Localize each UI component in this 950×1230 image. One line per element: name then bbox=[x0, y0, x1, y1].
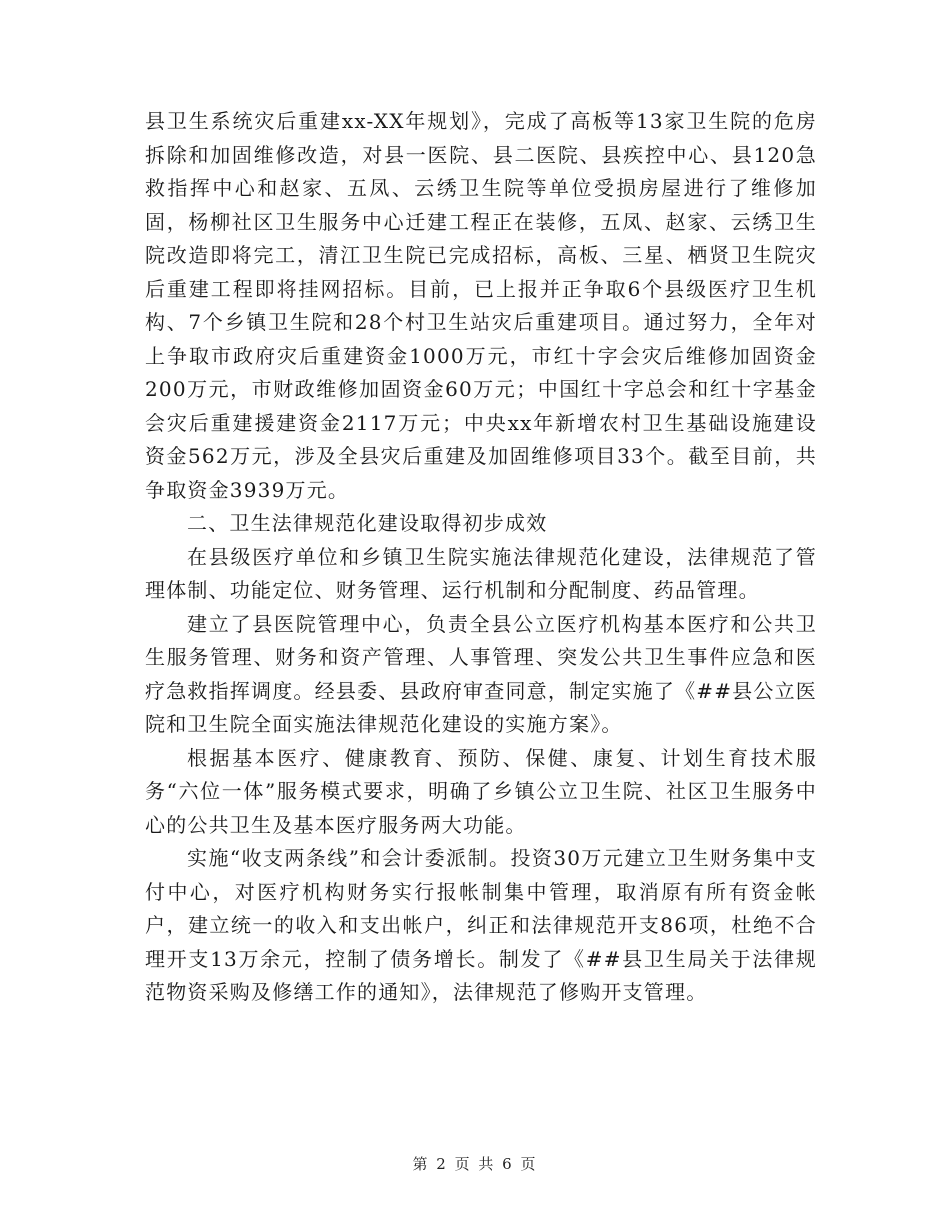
paragraph: 根据基本医疗、健康教育、预防、保健、康复、计划生育技术服务“六位一体”服务模式要求，明确了乡镇公立卫生院、社区卫生服务中心的公共卫生及基本医疗服务两大功能。 bbox=[145, 745, 817, 837]
paragraph-continuation: 县卫生系统灾后重建xx-XX年规划》，完成了高板等13家卫生院的危房拆除和加固维修改造，对县一医院、县二医院、县疾控中心、县120急救指挥中心和赵家、五凤、云绣卫生院等单位受损房屋进行了维修加固，杨柳社区卫生服务中心迁建工程正在装修，五凤、赵家、云绣卫生院改造即将完工，清江卫生院已完成招标，高板、三星、栖贤卫生院灾后重建工程即将挂网招标。目前，已上报并正争取6个县级医疗卫生机构、7个乡镇卫生院和28个村卫生站灾后重建项目。通过努力，全年对上争取市政府灾后重建资金1000万元，市红十字会灾后维修加固资金200万元，市财政维修加固资金60万元；中国红十字总会和红十字基金会灾后重建援建资金2117万元；中央xx年新增农村卫生基础设施建设资金562万元，涉及全县灾后重建及加固维修项目33个。截至目前，共争取资金3939万元。 bbox=[145, 109, 817, 502]
paragraph: 建立了县医院管理中心，负责全县公立医疗机构基本医疗和公共卫生服务管理、财务和资产管理、人事管理、突发公共卫生事件应急和医疗急救指挥调度。经县委、县政府审查同意，制定实施了《##县公立医院和卫生院全面实施法律规范化建设的实施方案》。 bbox=[145, 611, 817, 736]
paragraph: 实施“收支两条线”和会计委派制。投资30万元建立卫生财务集中支付中心，对医疗机构财务实行报帐制集中管理，取消原有所有资金帐户，建立统一的收入和支出帐户，纠正和法律规范开支86项，杜绝不合理开支13万余元，控制了债务增长。制发了《##县卫生局关于法律规范物资采购及修缮工作的通知》，法律规范了修购开支管理。 bbox=[145, 846, 817, 1004]
paragraph: 在县级医疗单位和乡镇卫生院实施法律规范化建设，法律规范了管理体制、功能定位、财务管理、运行机制和分配制度、药品管理。 bbox=[145, 544, 817, 602]
document-body bbox=[145, 105, 817, 1010]
section-heading: 二、卫生法律规范化建设取得初步成效 bbox=[187, 511, 548, 535]
page-number-footer: 第 2 页 共 6 页 bbox=[412, 1155, 538, 1173]
